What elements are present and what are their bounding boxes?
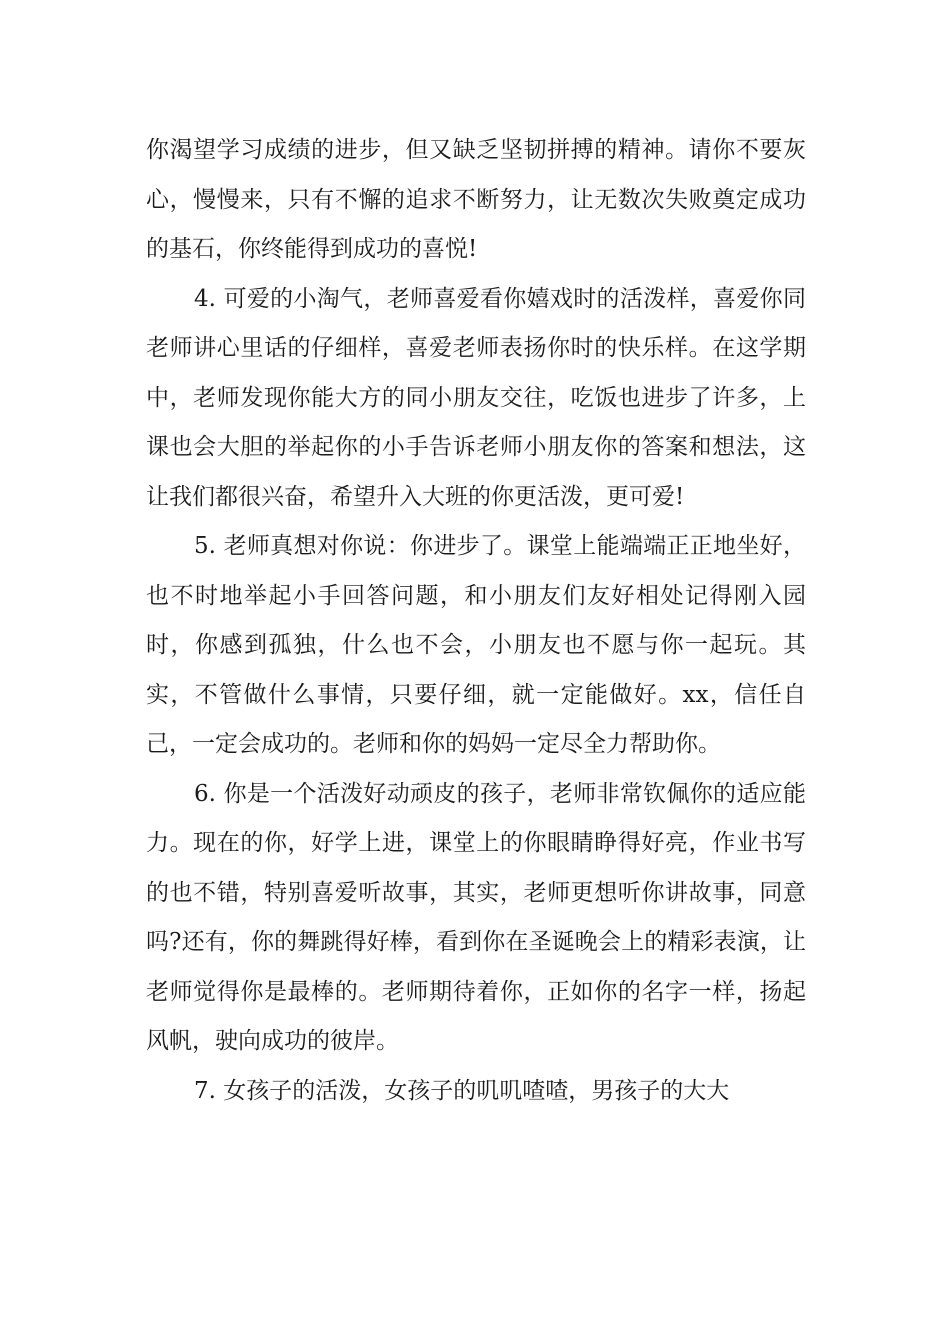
paragraph-4: 4. 可爱的小淘气，老师喜爱看你嬉戏时的活泼样，喜爱你同老师讲心里话的仔细样，喜爱老师表扬你时的快乐样。在这学期中，老师发现你能大方的同小朋友交往，吃饭也进步了许多，上课也会大胆的举起你的小手告诉老师小朋友你的答案和想法，这让我们都很兴奋，希望升入大班的你更活泼，更可爱! <box>146 285 806 510</box>
paragraph-5: 5. 老师真想对你说：你进步了。课堂上能端端正正地坐好，也不时地举起小手回答问题，和小朋友们友好相处记得刚入园时，你感到孤独，什么也不会，小朋友也不愿与你一起玩。其实，不管做什么事情，只要仔细，就一定能做好。xx，信任自己，一定会成功的。老师和你的妈妈一定尽全力帮助你。 <box>146 533 806 757</box>
paragraph-3-continued: 你渴望学习成绩的进步，但又缺乏坚韧拼搏的精神。请你不要灰心，慢慢来，只有不懈的追求不断努力，让无数次失败奠定成功的基石，你终能得到成功的喜悦! <box>146 137 806 262</box>
document-body <box>146 126 806 1116</box>
paragraph-7: 7. 女孩子的活泼，女孩子的叽叽喳喳，男孩子的大大 <box>194 1077 730 1104</box>
paragraph-6: 6. 你是一个活泼好动顽皮的孩子，老师非常钦佩你的适应能力。现在的你，好学上进，课堂上的你眼睛睁得好亮，作业书写的也不错，特别喜爱听故事，其实，老师更想听你讲故事，同意吗?还有，你的舞跳得好棒，看到你在圣诞晚会上的精彩表演，让老师觉得你是最棒的。老师期待着你，正如你的名字一样，扬起风帆，驶向成功的彼岸。 <box>146 780 806 1054</box>
